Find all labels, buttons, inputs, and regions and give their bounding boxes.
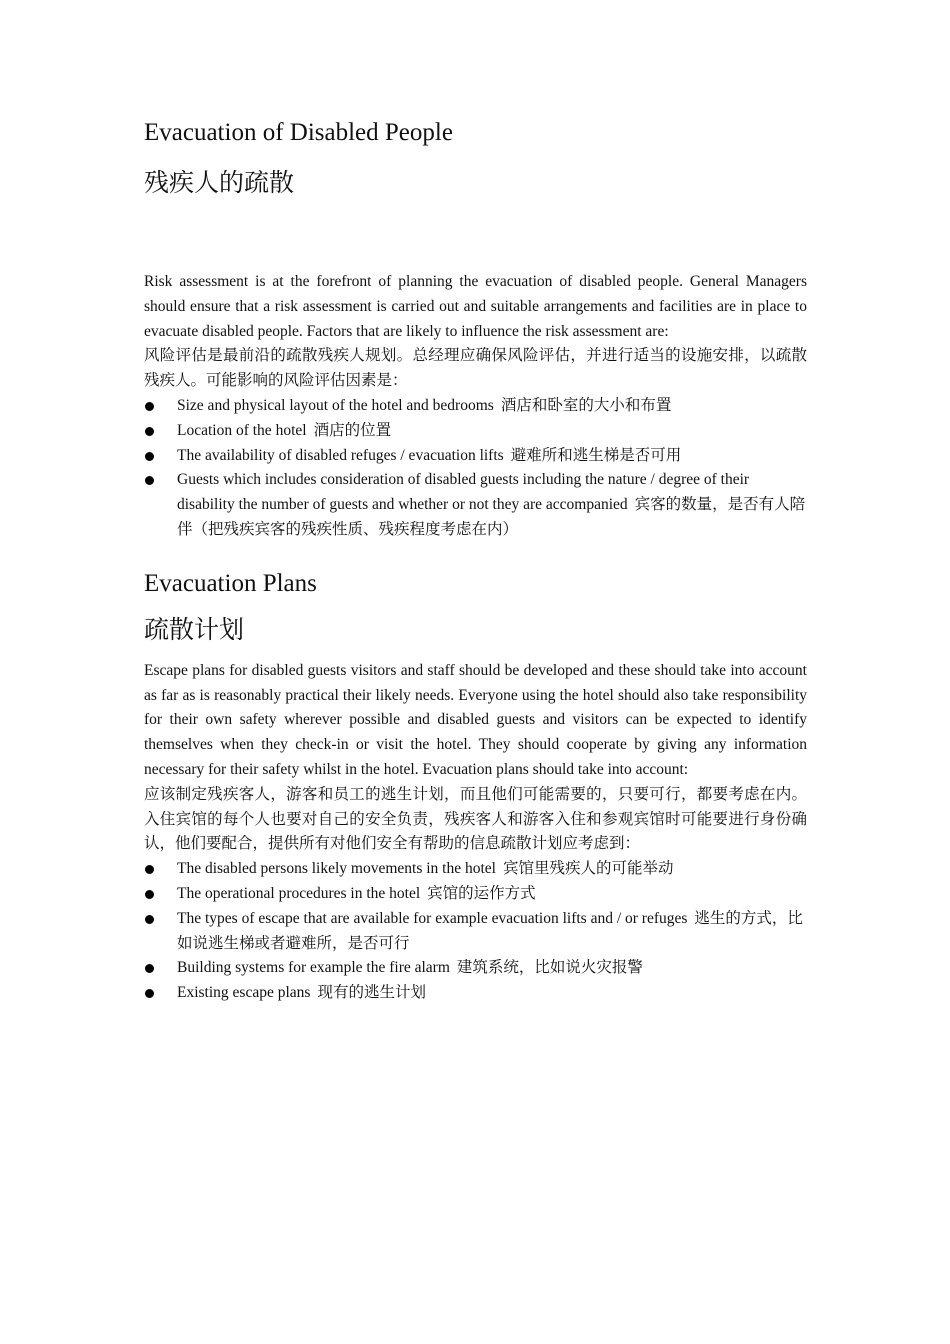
section-paragraph-zh: 风险评估是最前沿的疏散残疾人规划。总经理应确保风险评估，并进行适当的设施安排，以疏散残疾人。可能影响的风险评估因素是： xyxy=(144,347,807,390)
bullet-icon xyxy=(145,452,154,461)
bullet-icon xyxy=(145,989,154,998)
section-title-en: Evacuation Plans xyxy=(144,569,317,597)
bullet-icon xyxy=(145,476,154,485)
list-item-zh: 逃生的方式，比如说逃生梯或者避难所，是否可行 xyxy=(177,909,803,952)
list-item-en: The types of escape that are available for example evacuation lifts and / or refuges xyxy=(177,909,688,927)
list-item-zh: 避难所和逃生梯是否可用 xyxy=(510,446,682,464)
list-item xyxy=(144,956,807,981)
document-page xyxy=(144,0,807,1006)
bullet-icon xyxy=(145,402,154,411)
section-title-en: Evacuation of Disabled People xyxy=(144,119,453,146)
list-item-en: Location of the hotel xyxy=(177,421,307,439)
bullet-icon xyxy=(145,865,154,874)
list-item-zh: 酒店和卧室的大小和布置 xyxy=(500,396,672,414)
section-paragraph-en: Risk assessment is at the forefront of planning the evacuation of disabled people. General Managers should ensure that a risk assessment is carried out and suitable arrangements and facilities are in place to evacuate disabled people. Factors that are likely to influence the risk assessment are: xyxy=(144,273,807,340)
bullet-icon xyxy=(145,964,154,973)
section-paragraph-en: Escape plans for disabled guests visitors and staff should be developed and these should take into account as far as is reasonably practical their likely needs. Everyone using the hotel should also take responsibility for their own safety wherever possible and disabled guests and visitors can be expected to identify themselves when they check-in or visit the hotel. They should cooperate by giving any information necessary for their safety whilst in the hotel. Evacuation plans should take into account: xyxy=(144,661,807,778)
list-item xyxy=(144,857,807,882)
list-item-en: The disabled persons likely movements in the hotel xyxy=(177,860,496,878)
bullet-icon xyxy=(145,890,154,899)
list-item-en: Building systems for example the fire alarm xyxy=(177,959,450,977)
list-item-zh: 酒店的位置 xyxy=(313,421,392,439)
section-paragraph-zh: 应该制定残疾客人，游客和员工的逃生计划，而且他们可能需要的，只要可行，都要考虑在内。入住宾馆的每个人也要对自己的安全负责，残疾客人和游客入住和参观宾馆时可能要进行身份确认，他们要配合，提供所有对他们安全有帮助的信息疏散计划应考虑到： xyxy=(144,785,807,853)
bullet-icon xyxy=(145,427,154,436)
bullet-list xyxy=(144,394,807,543)
list-item-zh: 宾馆的运作方式 xyxy=(427,884,536,902)
list-item-zh: 现有的逃生计划 xyxy=(317,984,426,1002)
bullet-list xyxy=(144,857,807,1006)
section-evacuation-disabled xyxy=(144,118,807,543)
list-item-en: Guests which includes consideration of disabled guests including the nature / degree of their disability the number of guests and whether or not they are accompanied xyxy=(177,471,750,514)
list-item-zh: 宾馆里残疾人的可能举动 xyxy=(502,860,674,878)
section-title-zh: 残疾人的疏散 xyxy=(144,170,295,197)
list-item xyxy=(144,468,807,542)
list-item-en: Existing escape plans xyxy=(177,984,311,1002)
list-item xyxy=(144,907,807,957)
list-item xyxy=(144,882,807,907)
list-item xyxy=(144,419,807,444)
list-item-zh: 建筑系统，比如说火灾报警 xyxy=(456,959,643,977)
section-title-zh: 疏散计划 xyxy=(144,616,245,644)
list-item xyxy=(144,444,807,469)
list-item xyxy=(144,394,807,419)
list-item-en: The operational procedures in the hotel xyxy=(177,884,421,902)
list-item-en: The availability of disabled refuges / evacuation lifts xyxy=(177,446,504,464)
section-evacuation-plans xyxy=(144,569,807,1006)
bullet-icon xyxy=(145,915,154,924)
list-item xyxy=(144,981,807,1006)
list-item-en: Size and physical layout of the hotel and bedrooms xyxy=(177,396,494,414)
list-item-zh: 宾客的数量，是否有人陪伴（把残疾宾客的残疾性质、残疾程度考虑在内） xyxy=(177,496,806,538)
